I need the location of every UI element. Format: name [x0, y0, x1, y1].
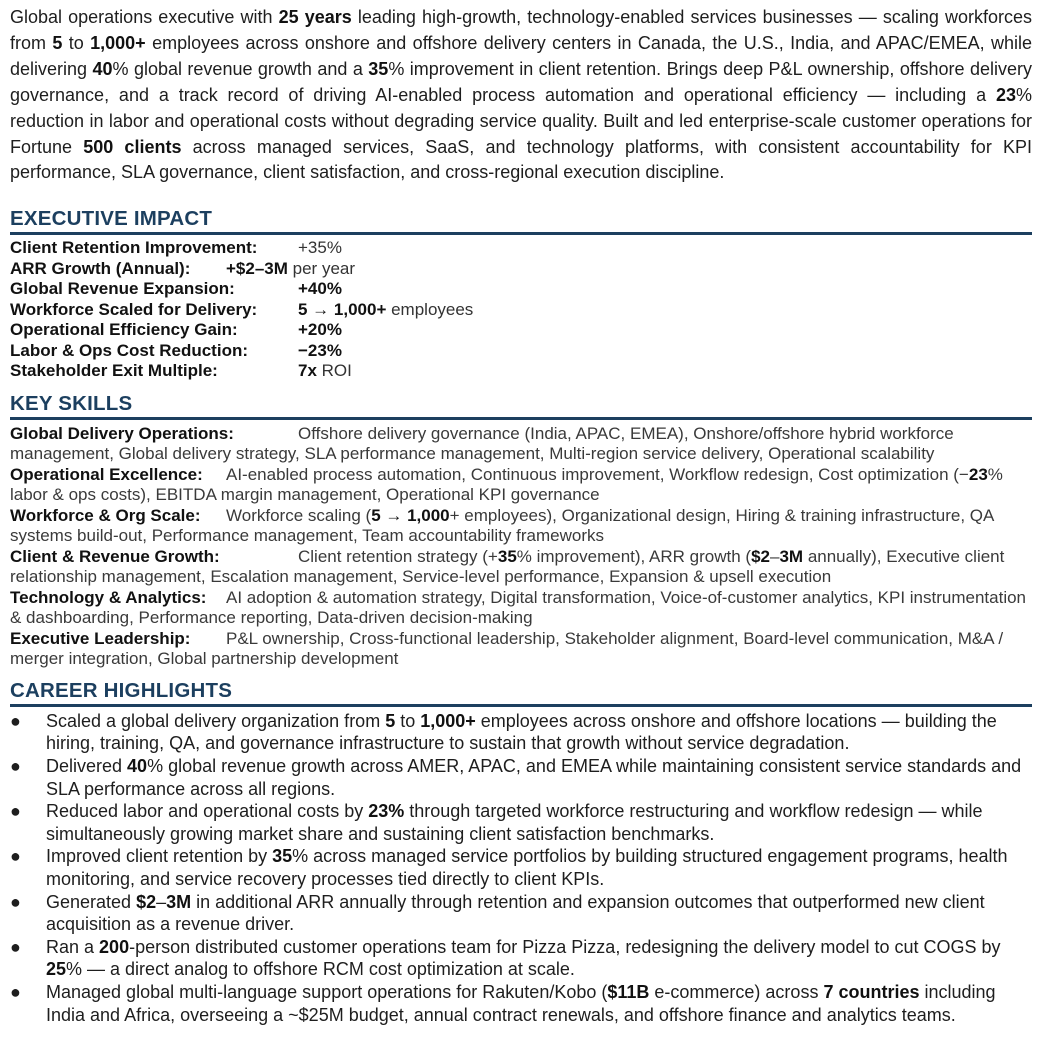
skill-value-run: % labor & ops costs), EBITDA margin management, Operational KPI governance [10, 464, 1003, 505]
skill-value-run: Workforce scaling ( [226, 505, 372, 525]
professional-summary [10, 5, 1032, 186]
skill-row [10, 465, 1032, 506]
skill-label: Client & Revenue Growth: [10, 546, 220, 566]
highlight-run: through targeted workforce restructuring and workflow redesign — while simultaneously growing market share and sustaining client satisfaction benchmarks. [46, 801, 983, 844]
impact-value-run: +40% [298, 279, 342, 299]
highlight-run: 1,000+ [420, 710, 476, 731]
career-highlights-list [10, 710, 1032, 1026]
skill-value-run: annually), Executive client relationship management, Escalation management, Service-level performance, Expansion & upsell execution [10, 546, 1005, 587]
impact-value [298, 279, 342, 300]
summary-run: 500 clients [83, 136, 182, 157]
highlight-run: Scaled a global delivery organization from [46, 710, 386, 731]
summary-run: 23 [995, 84, 1016, 105]
bullet-icon: ● [10, 891, 21, 912]
skill-value-run: – [770, 546, 780, 566]
summary-run: 5 [52, 32, 63, 53]
bullet-icon: ● [10, 936, 21, 957]
bullet-icon: ● [10, 756, 21, 777]
highlight-run: -person distributed customer operations team for Pizza Pizza, redesigning the delivery model to cut COGS by [129, 936, 1001, 957]
highlight-run: including India and Africa, overseeing a ~$25M budget, annual contract renewals, and offshore finance and analytics teams. [46, 981, 996, 1025]
highlight-run: – [156, 891, 167, 912]
impact-value-run: per year [287, 258, 356, 278]
highlight-run: 7 countries [823, 981, 920, 1002]
summary-run: % global revenue growth and a [112, 58, 369, 79]
highlight-run: Generated [46, 891, 137, 912]
bullet-icon: ● [10, 801, 21, 822]
executive-impact-heading: EXECUTIVE IMPACT [10, 207, 1032, 235]
key-skills-heading: KEY SKILLS [10, 392, 1032, 420]
impact-label: ARR Growth (Annual): [10, 258, 191, 278]
highlight-run: to [395, 710, 421, 731]
impact-value-run: ROI [316, 361, 352, 381]
skill-label: Technology & Analytics: [10, 587, 207, 607]
skill-value-run: P&L ownership, Cross-functional leadership, Stakeholder alignment, Board-level communication, M&A / merger integration, Global partnership development [10, 628, 1004, 669]
executive-impact-list [10, 238, 1032, 382]
skill-value-run: 23 [968, 464, 988, 484]
skill-value-run: 3M [779, 546, 804, 566]
skill-value-run: % improvement), ARR growth ( [516, 546, 752, 566]
key-skills-list [10, 424, 1032, 670]
skill-row [10, 506, 1032, 547]
impact-value-run: 7x [298, 361, 317, 381]
highlight-item [10, 845, 1032, 890]
impact-value-run: 5 → 1,000+ [298, 299, 387, 319]
impact-value [226, 259, 355, 280]
highlight-run: 40 [127, 756, 148, 777]
career-highlights-heading: CAREER HIGHLIGHTS [10, 679, 1032, 707]
highlight-run: employees across onshore and offshore locations — building the hiring, training, QA, and governance infrastructure to sustain that growth without service degradation. [46, 710, 997, 754]
impact-value-run: +20% [298, 320, 342, 340]
skill-value-run: AI-enabled process automation, Continuous improvement, Workflow redesign, Cost optimization (− [226, 464, 969, 484]
highlight-run: 23% [368, 801, 405, 822]
bullet-icon: ● [10, 710, 21, 731]
skill-label: Executive Leadership: [10, 628, 191, 648]
highlight-run: $2 [136, 891, 157, 912]
impact-label: Labor & Ops Cost Reduction: [10, 340, 248, 360]
summary-run: across managed services, SaaS, and technology platforms, with consistent accountability for KPI performance, SLA governance, client satisfaction, and cross-regional execution discipline. [10, 136, 1033, 183]
highlight-run: Improved client retention by [46, 846, 273, 867]
summary-run: to [62, 32, 91, 53]
highlight-run: 25 [46, 959, 67, 980]
skill-row [10, 424, 1032, 465]
impact-value-run: −23% [298, 340, 342, 360]
skill-row [10, 629, 1032, 670]
skill-row [10, 588, 1032, 629]
highlight-run: Managed global multi-language support operations for Rakuten/Kobo ( [46, 981, 608, 1002]
impact-row [10, 279, 1032, 300]
highlight-run: Reduced labor and operational costs by [46, 801, 369, 822]
highlight-run: 5 [385, 710, 396, 731]
skill-label: Workforce & Org Scale: [10, 505, 201, 525]
highlight-run: 200 [99, 936, 130, 957]
impact-value [298, 238, 342, 259]
highlight-run: 3M [166, 891, 192, 912]
bullet-icon: ● [10, 981, 21, 1002]
summary-run: % improvement in client retention. Brings deep P&L ownership, offshore delivery governance, and a track record of driving AI-enabled process automation and operational efficiency — including a [10, 58, 1033, 105]
skill-value-run: Offshore delivery governance (India, APAC, EMEA), Onshore/offshore hybrid workforce management, Global delivery strategy, SLA performance management, Multi-region service delivery, Operational scalability [10, 423, 954, 464]
impact-value-run: +35% [298, 238, 342, 258]
summary-run: 1,000+ [90, 32, 146, 53]
highlight-run: 35 [272, 846, 293, 867]
summary-run: % reduction in labor and operational costs without degrading service quality. Built and led enterprise-scale customer operations for Fortune [10, 84, 1032, 157]
skill-label: Global Delivery Operations: [10, 423, 234, 443]
skill-label: Operational Excellence: [10, 464, 203, 484]
highlight-run: % — a direct analog to offshore RCM cost optimization at scale. [66, 959, 575, 980]
skill-value-run: AI adoption & automation strategy, Digital transformation, Voice-of-customer analytics, KPI instrumentation & dashboarding, Performance reporting, Data-driven decision-making [10, 587, 1027, 628]
highlight-run: Ran a [46, 936, 100, 957]
bullet-icon: ● [10, 846, 21, 867]
impact-row [10, 300, 1032, 321]
impact-row [10, 259, 1032, 280]
impact-value [298, 300, 473, 321]
skill-value-run: + employees), Organizational design, Hiring & training infrastructure, QA systems build-out, Performance management, Team accountability frameworks [10, 505, 994, 546]
highlight-run: in additional ARR annually through retention and expansion outcomes that outperformed new client acquisition as a revenue driver. [46, 891, 985, 935]
impact-label: Workforce Scaled for Delivery: [10, 299, 258, 319]
impact-value [298, 361, 352, 382]
skill-value-run: Client retention strategy (+ [298, 546, 498, 566]
highlight-item [10, 891, 1032, 936]
summary-run: employees across onshore and offshore delivery centers in Canada, the U.S., India, and APAC/EMEA, while delivering [10, 32, 1032, 79]
highlight-item [10, 710, 1032, 755]
highlight-run: $11B [607, 981, 650, 1002]
impact-row [10, 361, 1032, 382]
impact-value [298, 341, 342, 362]
impact-value-run: employees [386, 299, 474, 319]
skill-row [10, 547, 1032, 588]
impact-label: Client Retention Improvement: [10, 238, 258, 258]
highlight-item [10, 800, 1032, 845]
impact-row [10, 320, 1032, 341]
highlight-item [10, 981, 1032, 1026]
impact-value-run: +$2–3M [226, 258, 288, 278]
highlight-run: e-commerce) across [649, 981, 824, 1002]
impact-label: Stakeholder Exit Multiple: [10, 361, 218, 381]
highlight-item [10, 936, 1032, 981]
summary-run: 25 years [278, 7, 352, 27]
skill-value-run: 5 → 1,000 [371, 505, 450, 525]
impact-value [298, 320, 342, 341]
highlight-run: % across managed service portfolios by building structured engagement programs, health monitoring, and service recovery processes tied directly to client KPIs. [46, 846, 1008, 889]
resume-page [10, 5, 1032, 1026]
summary-run: 35 [368, 58, 389, 79]
impact-row [10, 341, 1032, 362]
skill-value-run: 35 [497, 546, 517, 566]
highlight-run: % global revenue growth across AMER, APAC, and EMEA while maintaining consistent service standards and SLA performance across all regions. [46, 756, 1022, 799]
highlight-run: Delivered [46, 756, 128, 777]
impact-label: Operational Efficiency Gain: [10, 320, 238, 340]
impact-row [10, 238, 1032, 259]
highlight-item [10, 755, 1032, 800]
impact-label: Global Revenue Expansion: [10, 279, 235, 299]
skill-value-run: $2 [751, 546, 770, 566]
summary-run: 40 [92, 58, 113, 79]
summary-run: Global operations executive with [10, 7, 279, 27]
summary-run: leading high-growth, technology-enabled services businesses — scaling workforces from [10, 7, 1032, 53]
